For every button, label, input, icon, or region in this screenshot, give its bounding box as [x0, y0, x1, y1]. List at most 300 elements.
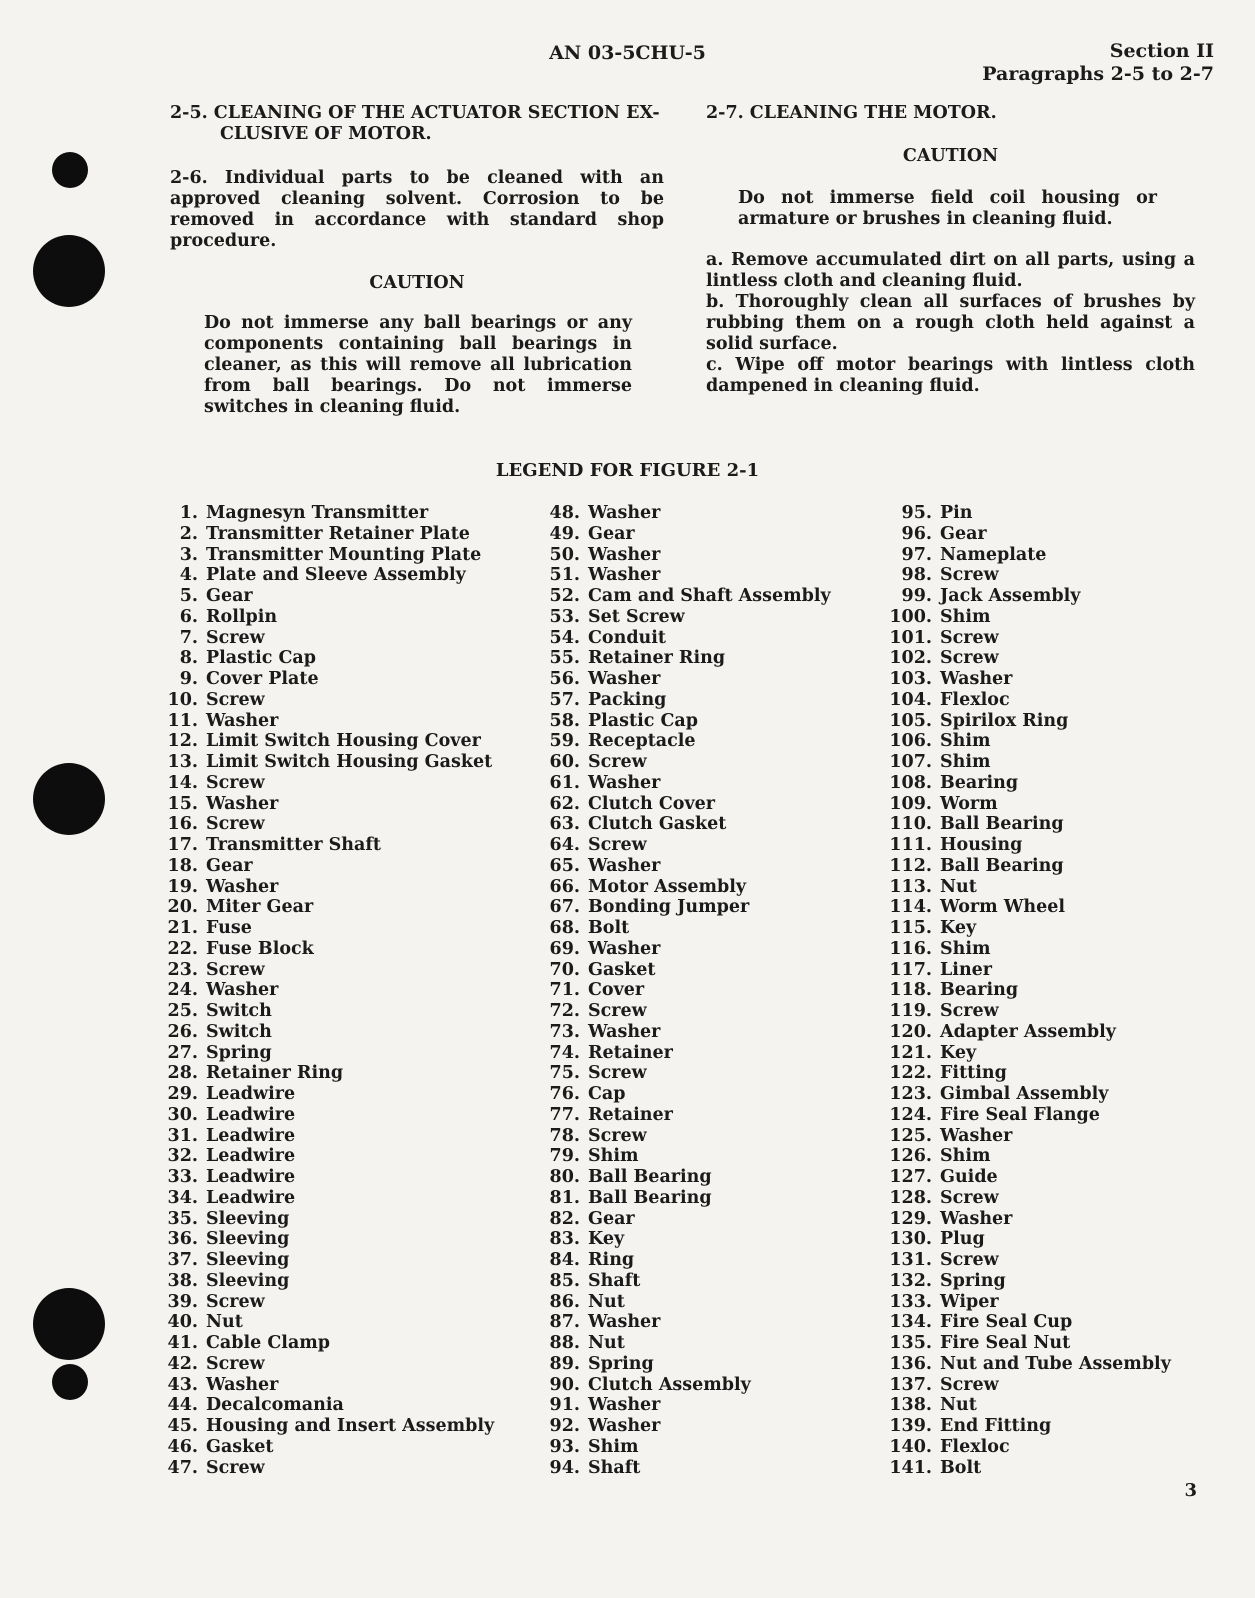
- legend-item-number: 8.: [179, 648, 198, 669]
- legend-item-label: Bearing: [940, 980, 1019, 1001]
- legend-item: [538, 669, 831, 690]
- legend-item: [880, 607, 1171, 628]
- legend-item-number: 131.: [889, 1250, 932, 1270]
- legend-item: [880, 960, 1171, 981]
- legend-item-label: Liner: [940, 959, 993, 980]
- legend-item-label: Worm Wheel: [940, 897, 1066, 918]
- legend-item-label: Washer: [588, 855, 661, 876]
- legend-item-label: Adapter Assembly: [940, 1021, 1116, 1042]
- legend-item: [538, 524, 831, 545]
- legend-item-label: Nut: [588, 1333, 625, 1353]
- heading-2-7: 2-7. CLEANING THE MOTOR.: [706, 103, 997, 123]
- legend-item: [880, 773, 1171, 794]
- legend-item-number: 105.: [889, 710, 932, 731]
- legend-item-label: Nameplate: [940, 544, 1047, 565]
- legend-item: [156, 1312, 494, 1333]
- legend-item-number: 95.: [901, 503, 932, 523]
- legend-item: [538, 607, 831, 628]
- legend-item-label: Washer: [588, 1312, 661, 1333]
- legend-item: [880, 1354, 1171, 1375]
- legend-item-number: 114.: [889, 897, 932, 918]
- legend-item-label: Leadwire: [206, 1187, 296, 1208]
- legend-item-number: 87.: [549, 1312, 580, 1333]
- legend-item-label: Leadwire: [206, 1084, 296, 1104]
- caution-text: Do not immerse field coil housing or armature or brushes in cleaning fluid.: [738, 188, 1157, 229]
- legend-item-label: Sleeving: [206, 1229, 290, 1250]
- legend-item-label: Washer: [206, 876, 279, 897]
- legend-item-number: 25.: [167, 1001, 198, 1021]
- legend-item-label: Sleeving: [206, 1270, 290, 1291]
- legend-item-label: Packing: [588, 689, 667, 710]
- legend-item-number: 126.: [889, 1146, 932, 1167]
- legend-item: [880, 1209, 1171, 1230]
- legend-item-number: 122.: [889, 1063, 932, 1084]
- legend-item-label: Plastic Cap: [588, 710, 698, 731]
- legend-item-number: 99.: [901, 586, 932, 606]
- legend-item: [538, 648, 831, 669]
- legend-item-label: Key: [588, 1229, 625, 1250]
- legend-item-number: 72.: [549, 1001, 580, 1021]
- legend-item-label: Decalcomania: [206, 1395, 344, 1416]
- legend-item: [156, 814, 494, 835]
- legend-item-label: Screw: [588, 1125, 647, 1146]
- legend-item-label: Gear: [206, 855, 253, 876]
- legend-item-label: Sleeving: [206, 1250, 290, 1270]
- legend-item: [156, 545, 494, 566]
- legend-item-number: 30.: [167, 1104, 198, 1125]
- legend-item: [880, 1126, 1171, 1147]
- legend-item-number: 104.: [889, 689, 932, 710]
- legend-item-label: Cable Clamp: [206, 1333, 331, 1353]
- legend-item-label: Screw: [940, 627, 999, 648]
- legend-item: [538, 1043, 831, 1064]
- legend-item-number: 68.: [549, 918, 580, 938]
- legend-item: [156, 877, 494, 898]
- legend-item-label: Washer: [588, 565, 661, 586]
- legend-item-label: Gimbal Assembly: [940, 1084, 1109, 1104]
- legend-item-number: 84.: [549, 1250, 580, 1270]
- legend-item-number: 9.: [179, 669, 198, 689]
- legend-item: [538, 752, 831, 773]
- legend-item-number: 54.: [549, 627, 580, 648]
- legend-item: [880, 752, 1171, 773]
- legend-item: [156, 1126, 494, 1147]
- legend-item: [538, 1188, 831, 1209]
- legend-item: [880, 690, 1171, 711]
- legend-item-label: Sleeving: [206, 1208, 290, 1229]
- legend-item: [880, 1271, 1171, 1292]
- legend-item-label: Shim: [588, 1146, 639, 1167]
- legend-item: [880, 648, 1171, 669]
- legend-item-number: 5.: [179, 586, 198, 606]
- legend-item-label: Washer: [940, 1125, 1013, 1146]
- legend-item-number: 3.: [179, 544, 198, 565]
- legend-item-number: 74.: [549, 1042, 580, 1063]
- legend-item-number: 98.: [901, 565, 932, 586]
- legend-item-label: Transmitter Retainer Plate: [206, 523, 470, 544]
- legend-item: [538, 1105, 831, 1126]
- legend-item-label: Bonding Jumper: [588, 897, 750, 918]
- legend-item-number: 43.: [167, 1374, 198, 1395]
- legend-item: [880, 918, 1171, 939]
- legend-item-number: 86.: [549, 1291, 580, 1312]
- legend-item-number: 16.: [167, 814, 198, 835]
- legend-item-label: Washer: [588, 1395, 661, 1416]
- legend-title: LEGEND FOR FIGURE 2-1: [495, 460, 760, 481]
- legend-item-number: 129.: [889, 1208, 932, 1229]
- legend-item-number: 32.: [167, 1146, 198, 1167]
- heading-2-5-line1: 2-5. CLEANING OF THE ACTUATOR SECTION EX-: [170, 103, 660, 123]
- legend-item-label: Cover Plate: [206, 669, 319, 689]
- legend-item-label: Screw: [206, 689, 265, 710]
- legend-item-number: 6.: [179, 606, 198, 627]
- legend-item-number: 56.: [549, 669, 580, 689]
- legend-item-label: Shim: [940, 1146, 991, 1167]
- legend-item-number: 108.: [889, 772, 932, 793]
- legend-item-number: 78.: [549, 1125, 580, 1146]
- legend-item-number: 70.: [549, 959, 580, 980]
- legend-item-label: Clutch Assembly: [588, 1374, 751, 1395]
- legend-item-number: 112.: [889, 855, 932, 876]
- legend-item-label: Fuse Block: [206, 938, 314, 959]
- legend-item: [538, 545, 831, 566]
- legend-item-label: Washer: [588, 669, 661, 689]
- legend-item-number: 51.: [549, 565, 580, 586]
- legend-item: [156, 1333, 494, 1354]
- legend-item-label: Screw: [588, 1001, 647, 1021]
- legend-item-label: Cam and Shaft Assembly: [588, 586, 831, 606]
- legend-item-label: Leadwire: [206, 1167, 296, 1187]
- legend-item-label: Plug: [940, 1229, 985, 1250]
- legend-item-label: Screw: [206, 627, 265, 648]
- legend-item: [880, 1375, 1171, 1396]
- legend-item: [156, 1395, 494, 1416]
- legend-item-number: 135.: [889, 1333, 932, 1353]
- legend-item: [156, 524, 494, 545]
- legend-item-number: 46.: [167, 1436, 198, 1457]
- legend-item: [880, 939, 1171, 960]
- legend-item-label: Gear: [588, 523, 635, 544]
- legend-item: [880, 835, 1171, 856]
- legend-item: [538, 1126, 831, 1147]
- legend-item: [538, 1437, 831, 1458]
- section-label: Section II: [1109, 40, 1214, 62]
- legend-item-label: Shim: [940, 752, 991, 772]
- left-column: [170, 103, 664, 418]
- legend-item-label: Shim: [940, 731, 991, 752]
- caution-text: Do not immerse any ball bearings or any components containing ball bearings in cleaner, as this will remove all lubrication from ball bearings. Do not immerse switches in cleaning fluid.: [204, 313, 632, 417]
- legend-item-label: Receptacle: [588, 731, 696, 752]
- step-b: b. Thoroughly clean all surfaces of brushes by rubbing them on a rough cloth held against a solid surface.: [706, 292, 1195, 354]
- legend-item-number: 19.: [167, 876, 198, 897]
- legend-item-label: Rollpin: [206, 606, 278, 627]
- legend-item-label: Washer: [588, 938, 661, 959]
- legend-item-number: 65.: [549, 855, 580, 876]
- legend-item: [538, 980, 831, 1001]
- legend-item-label: Limit Switch Housing Gasket: [206, 752, 493, 772]
- legend-item: [156, 586, 494, 607]
- legend-item-number: 10.: [167, 689, 198, 710]
- legend-item-label: Cover: [588, 980, 645, 1001]
- legend-item-label: Washer: [940, 669, 1013, 689]
- legend-item-label: Nut: [588, 1291, 625, 1312]
- legend-item-number: 79.: [549, 1146, 580, 1167]
- legend-item: [538, 1209, 831, 1230]
- legend-item-number: 13.: [167, 752, 198, 772]
- legend-column-2: [538, 503, 831, 1478]
- legend-item-number: 50.: [549, 544, 580, 565]
- legend-item: [880, 545, 1171, 566]
- legend-item: [538, 565, 831, 586]
- legend-item-label: Screw: [206, 814, 265, 835]
- legend-item: [156, 565, 494, 586]
- legend-item-number: 12.: [167, 731, 198, 752]
- legend-item: [156, 856, 494, 877]
- section-header: [982, 40, 1214, 86]
- legend-item-label: Worm: [940, 793, 998, 814]
- legend-item: [538, 1458, 831, 1479]
- legend-item-number: 22.: [167, 938, 198, 959]
- legend-item: [156, 794, 494, 815]
- legend-item-number: 49.: [549, 523, 580, 544]
- legend-item-number: 90.: [549, 1374, 580, 1395]
- legend-item-number: 77.: [549, 1104, 580, 1125]
- legend-item: [156, 1229, 494, 1250]
- legend-item: [538, 1333, 831, 1354]
- legend-item: [880, 1146, 1171, 1167]
- legend-item-label: Gear: [206, 586, 253, 606]
- legend-item: [538, 1084, 831, 1105]
- legend-item: [156, 1022, 494, 1043]
- legend-item: [880, 586, 1171, 607]
- binder-hole: [33, 235, 105, 307]
- legend-item-label: Plastic Cap: [206, 648, 316, 669]
- legend-item-label: Clutch Gasket: [588, 814, 727, 835]
- legend-item: [538, 1001, 831, 1022]
- legend-item-number: 2.: [179, 523, 198, 544]
- legend-item: [880, 1458, 1171, 1479]
- legend-item: [156, 669, 494, 690]
- legend-item-label: Screw: [940, 1374, 999, 1395]
- legend-item: [156, 1001, 494, 1022]
- legend-item: [880, 897, 1171, 918]
- binder-hole: [33, 763, 105, 835]
- legend-item: [880, 1167, 1171, 1188]
- step-c: c. Wipe off motor bearings with lintless cloth dampened in cleaning fluid.: [706, 355, 1195, 396]
- legend-item: [880, 1250, 1171, 1271]
- legend-item-number: 103.: [889, 669, 932, 689]
- legend-item-number: 119.: [889, 1001, 932, 1021]
- legend-item-label: Spirilox Ring: [940, 710, 1069, 731]
- legend-item-label: Nut and Tube Assembly: [940, 1353, 1171, 1374]
- legend-item-label: Set Screw: [588, 606, 685, 627]
- legend-item: [156, 918, 494, 939]
- legend-item-number: 47.: [167, 1457, 198, 1478]
- legend-item: [156, 628, 494, 649]
- legend-item-number: 67.: [549, 897, 580, 918]
- page-number: 3: [1184, 1480, 1197, 1501]
- legend-item-label: Washer: [588, 544, 661, 565]
- legend-item-label: Screw: [588, 835, 647, 855]
- legend-item: [880, 1063, 1171, 1084]
- legend-item-number: 11.: [167, 710, 198, 731]
- legend-item: [538, 690, 831, 711]
- legend-item: [156, 1375, 494, 1396]
- legend-column-1: [156, 503, 494, 1478]
- legend-item-number: 17.: [167, 835, 198, 855]
- legend-item-number: 18.: [167, 855, 198, 876]
- legend-item-label: Gasket: [206, 1436, 274, 1457]
- legend-item-label: Clutch Cover: [588, 793, 715, 814]
- legend-item-label: Screw: [206, 772, 265, 793]
- legend-item: [156, 1292, 494, 1313]
- legend-item: [880, 628, 1171, 649]
- legend-item: [156, 1063, 494, 1084]
- legend-item-number: 61.: [549, 772, 580, 793]
- legend-item-number: 96.: [901, 523, 932, 544]
- legend-item-number: 36.: [167, 1229, 198, 1250]
- legend-item-number: 83.: [549, 1229, 580, 1250]
- legend-item-label: Gasket: [588, 959, 656, 980]
- legend-item-label: Screw: [588, 1063, 647, 1084]
- legend-item: [538, 1395, 831, 1416]
- legend-item-number: 97.: [901, 544, 932, 565]
- legend-item-number: 52.: [549, 586, 580, 606]
- legend-item: [880, 524, 1171, 545]
- legend-item-number: 15.: [167, 793, 198, 814]
- legend-item: [156, 731, 494, 752]
- legend-item: [880, 1437, 1171, 1458]
- legend-item-number: 115.: [889, 918, 932, 938]
- binder-hole: [52, 1364, 88, 1400]
- legend-item-label: Guide: [940, 1167, 998, 1187]
- legend-item-number: 41.: [167, 1333, 198, 1353]
- legend-item: [156, 773, 494, 794]
- legend-item-number: 20.: [167, 897, 198, 918]
- legend-item-label: Key: [940, 918, 977, 938]
- legend-item: [156, 1188, 494, 1209]
- legend-item-label: Nut: [940, 1395, 977, 1416]
- step-a: a. Remove accumulated dirt on all parts, using a lintless cloth and cleaning fluid.: [706, 250, 1195, 291]
- legend-item: [156, 711, 494, 732]
- legend-item-label: Bolt: [588, 918, 630, 938]
- legend-item: [880, 1084, 1171, 1105]
- legend-item: [156, 752, 494, 773]
- legend-item-label: Bolt: [940, 1457, 982, 1478]
- legend-item: [538, 731, 831, 752]
- right-column: [706, 103, 1195, 397]
- legend-item: [538, 1416, 831, 1437]
- legend-item-number: 4.: [179, 565, 198, 586]
- legend-item: [538, 856, 831, 877]
- legend-item-label: Shim: [588, 1436, 639, 1457]
- legend-item: [156, 1043, 494, 1064]
- legend-item: [538, 1250, 831, 1271]
- legend-item-label: Retainer: [588, 1104, 673, 1125]
- legend-item-number: 111.: [889, 835, 932, 855]
- legend-item-number: 37.: [167, 1250, 198, 1270]
- legend-item-label: Washer: [588, 503, 661, 523]
- legend-item: [156, 690, 494, 711]
- legend-item: [156, 1146, 494, 1167]
- legend-item-label: Ball Bearing: [588, 1167, 712, 1187]
- legend-item-number: 121.: [889, 1042, 932, 1063]
- legend-item: [880, 980, 1171, 1001]
- legend-item-label: Leadwire: [206, 1146, 296, 1167]
- legend-item-number: 48.: [549, 503, 580, 523]
- legend-item-label: Spring: [940, 1270, 1006, 1291]
- legend-item-number: 27.: [167, 1042, 198, 1063]
- legend-item-label: Retainer Ring: [588, 648, 726, 669]
- legend-item: [538, 628, 831, 649]
- legend-item-number: 29.: [167, 1084, 198, 1104]
- legend-item: [880, 503, 1171, 524]
- legend-item: [156, 1167, 494, 1188]
- legend-item: [880, 1001, 1171, 1022]
- legend-item-number: 1.: [179, 503, 198, 523]
- legend-item-label: Screw: [940, 1187, 999, 1208]
- legend-item: [880, 1312, 1171, 1333]
- legend-item-number: 57.: [549, 689, 580, 710]
- legend-item-label: Screw: [588, 752, 647, 772]
- legend-item-label: Washer: [588, 1416, 661, 1436]
- legend-item: [156, 1271, 494, 1292]
- legend-item-label: Gear: [588, 1208, 635, 1229]
- legend-item: [156, 1209, 494, 1230]
- legend-item-number: 120.: [889, 1021, 932, 1042]
- legend-item-label: Ball Bearing: [940, 855, 1064, 876]
- legend-item: [538, 1063, 831, 1084]
- legend-item-label: Magnesyn Transmitter: [206, 503, 429, 523]
- legend-item-label: Fitting: [940, 1063, 1007, 1084]
- legend-item: [880, 1229, 1171, 1250]
- legend-item-number: 45.: [167, 1416, 198, 1436]
- legend-item: [156, 897, 494, 918]
- legend-item-number: 53.: [549, 606, 580, 627]
- legend-item: [538, 877, 831, 898]
- legend-item-number: 139.: [889, 1416, 932, 1436]
- legend-item-label: Key: [940, 1042, 977, 1063]
- legend-item-label: Ball Bearing: [588, 1187, 712, 1208]
- doc-number: AN 03-5CHU-5: [549, 42, 706, 64]
- legend-item-label: Retainer: [588, 1042, 673, 1063]
- legend-item-label: Bearing: [940, 772, 1019, 793]
- legend-item-label: Washer: [206, 710, 279, 731]
- legend-item: [538, 1167, 831, 1188]
- legend-item: [538, 1022, 831, 1043]
- legend-item: [538, 794, 831, 815]
- legend-item: [156, 648, 494, 669]
- legend-item-number: 31.: [167, 1125, 198, 1146]
- legend-item-label: Spring: [206, 1042, 272, 1063]
- legend-item-number: 110.: [889, 814, 932, 835]
- legend-item-label: Fuse: [206, 918, 252, 938]
- legend-item-label: Transmitter Mounting Plate: [206, 544, 482, 565]
- heading-2-5: [170, 103, 664, 145]
- legend-item-label: Shaft: [588, 1270, 641, 1291]
- legend-item-number: 63.: [549, 814, 580, 835]
- legend-item-label: Spring: [588, 1353, 654, 1374]
- legend-item-label: Screw: [940, 1250, 999, 1270]
- legend-item-label: Washer: [588, 772, 661, 793]
- legend-item-number: 133.: [889, 1291, 932, 1312]
- legend-item: [538, 835, 831, 856]
- legend-item-label: Plate and Sleeve Assembly: [206, 565, 466, 586]
- legend-item-label: Wiper: [940, 1291, 999, 1312]
- legend-item-number: 80.: [549, 1167, 580, 1187]
- legend-item-number: 60.: [549, 752, 580, 772]
- legend-item: [538, 1146, 831, 1167]
